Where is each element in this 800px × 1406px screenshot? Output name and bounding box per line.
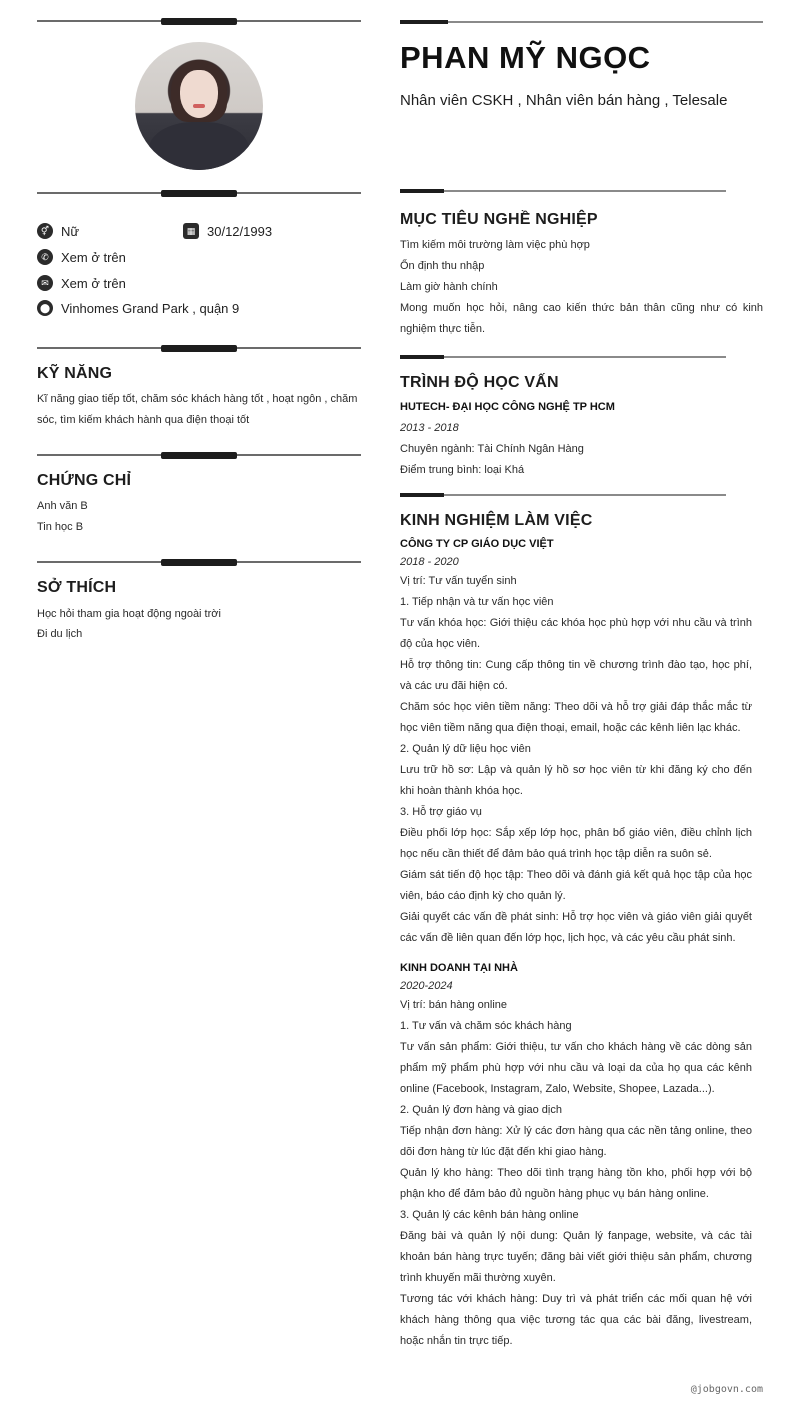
avatar [135, 42, 263, 170]
education-gpa: Điểm trung bình: loại Khá [400, 464, 525, 476]
hobbies-heading: SỞ THÍCH [37, 579, 117, 596]
job-line: Vị trí: bán hàng online [400, 999, 508, 1011]
job-line: 2. Quản lý đơn hàng và giao dịch [400, 1104, 562, 1116]
job-years: 2018 - 2020 [400, 556, 459, 568]
job-company: KINH DOANH TẠI NHÀ [400, 962, 518, 974]
job-line: Đăng bài và quản lý nội dung: Quản lý fanpage, website, và các tài khoản bán hàng trực tuyến; đăng bài viết giới thiệu sản phẩm, chương trình khuyến mãi thường xuyên. [400, 1230, 752, 1284]
experience-heading: KINH NGHIỆM LÀM VIỆC [400, 512, 593, 529]
job-entry [400, 959, 752, 1352]
job-company: CÔNG TY CP GIÁO DỤC VIỆT [400, 538, 554, 550]
objective-item: Mong muốn học hỏi, nâng cao kiến thức bản thân cũng như có kinh nghiệm thực tiễn. [400, 302, 763, 335]
job-line: Lưu trữ hồ sơ: Lập và quản lý hồ sơ học viên từ khi đăng ký cho đến khi hoàn thành khóa học. [400, 764, 752, 797]
job-line: Giám sát tiến độ học tập: Theo dõi và đánh giá kết quả học tập của học viên, báo cáo định kỳ cho quản lý. [400, 869, 752, 902]
divider [400, 355, 726, 360]
skills-heading: KỸ NĂNG [37, 365, 113, 382]
gender-value: Nữ [61, 223, 80, 239]
address-value: Vinhomes Grand Park , quận 9 [61, 300, 240, 316]
divider [400, 189, 726, 194]
objective-list [400, 235, 763, 340]
job-line: 1. Tư vấn và chăm sóc khách hàng [400, 1020, 572, 1032]
job-line: Tương tác với khách hàng: Duy trì và phát triển các mối quan hệ với khách hàng thông qua việc tương tác qua các bài đăng, livestream, hoặc nhắn tin trực tiếp. [400, 1293, 752, 1347]
divider [37, 18, 361, 25]
divider [37, 452, 361, 459]
certificates-heading: CHỨNG CHỈ [37, 472, 132, 489]
job-line: Tư vấn sản phẩm: Giới thiệu, tư vấn cho khách hàng về các dòng sản phẩm mỹ phẩm phù hợp với nhu cầu và loại da của họ qua các kênh online (Facebook, Instagram, Zalo, Website, Shopee, Lazada...). [400, 1041, 752, 1095]
phone-row [37, 249, 126, 265]
candidate-title: Nhân viên CSKH , Nhân viên bán hàng , Telesale [400, 92, 728, 109]
objective-item: Làm giờ hành chính [400, 281, 498, 293]
objective-item: Ổn định thu nhập [400, 260, 485, 272]
job-line: Vị trí: Tư vấn tuyển sinh [400, 575, 517, 587]
job-years: 2020-2024 [400, 980, 453, 992]
job-line: Tiếp nhận đơn hàng: Xử lý các đơn hàng qua các nền tảng online, theo dõi đơn hàng từ lúc đặt đến khi giao hàng. [400, 1125, 752, 1158]
hobby-item: Đi du lịch [37, 628, 83, 640]
job-line: 1. Tiếp nhận và tư vấn học viên [400, 596, 554, 608]
email-row [37, 275, 126, 291]
calendar-icon: ▦ [183, 223, 199, 239]
hobby-item: Học hỏi tham gia hoạt động ngoài trời [37, 608, 221, 620]
phone-icon: ✆ [37, 249, 53, 265]
education-years: 2013 - 2018 [400, 422, 459, 434]
objective-item: Tìm kiếm môi trường làm việc phù hợp [400, 239, 590, 251]
birthdate-row [183, 223, 272, 239]
gender-row [37, 223, 79, 239]
job-line: Giải quyết các vấn đề phát sinh: Hỗ trợ học viên và giáo viên giải quyết các vấn đề liên quan đến lớp học, lịch học, và các yêu cầu phát sinh. [400, 911, 752, 944]
job-line: 2. Quản lý dữ liệu học viên [400, 743, 531, 755]
education-heading: TRÌNH ĐỘ HỌC VẤN [400, 374, 559, 391]
email-icon: ✉ [37, 275, 53, 291]
divider [37, 345, 361, 352]
email-value: Xem ở trên [61, 275, 126, 291]
divider [400, 20, 763, 25]
school-name: HUTECH- ĐẠI HỌC CÔNG NGHỆ TP HCM [400, 401, 615, 413]
phone-value: Xem ở trên [61, 249, 126, 265]
objective-heading: MỤC TIÊU NGHỀ NGHIỆP [400, 211, 598, 228]
divider [400, 493, 726, 498]
education-block [400, 397, 763, 481]
address-row [37, 300, 239, 316]
job-entry [400, 535, 752, 949]
gender-icon: ⚥ [37, 223, 53, 239]
education-major: Chuyên ngành: Tài Chính Ngân Hàng [400, 443, 584, 455]
job-line: Chăm sóc học viên tiềm năng: Theo dõi và hỗ trợ giải đáp thắc mắc từ học viên tiềm năng qua điện thoại, email, hoặc các kênh liên lạc khác. [400, 701, 752, 734]
job-line: 3. Hỗ trợ giáo vụ [400, 806, 482, 818]
job-line: Hỗ trợ thông tin: Cung cấp thông tin về chương trình đào tạo, học phí, và các ưu đãi hiện có. [400, 659, 752, 692]
job-line: Điều phối lớp học: Sắp xếp lớp học, phân bổ giáo viên, điều chỉnh lịch học nếu cần thiết để đảm bảo quá trình học tập diễn ra suôn sẻ. [400, 827, 752, 860]
job-line: 3. Quản lý các kênh bán hàng online [400, 1209, 579, 1221]
birthdate-value: 30/12/1993 [207, 223, 273, 239]
job-line: Tư vấn khóa học: Giới thiệu các khóa học phù hợp với nhu cầu và trình độ của học viên. [400, 617, 752, 650]
skills-text: Kĩ năng giao tiếp tốt, chăm sóc khách hàng tốt , hoạt ngôn , chăm sóc, tìm kiếm khách hành qua điện thoại tốt [37, 393, 358, 426]
divider [37, 190, 361, 197]
footer-watermark: @jobgovn.com [690, 1384, 763, 1395]
candidate-name: PHAN MỸ NGỌC [400, 40, 651, 75]
certificate-item: Anh văn B [37, 500, 88, 512]
job-line: Quản lý kho hàng: Theo dõi tình trạng hàng tồn kho, phối hợp với bộ phận kho để đảm bảo đủ nguồn hàng phục vụ bán hàng online. [400, 1167, 752, 1200]
certificate-item: Tin học B [37, 521, 84, 533]
location-pin-icon: ⬤ [37, 300, 53, 316]
divider [37, 559, 361, 566]
